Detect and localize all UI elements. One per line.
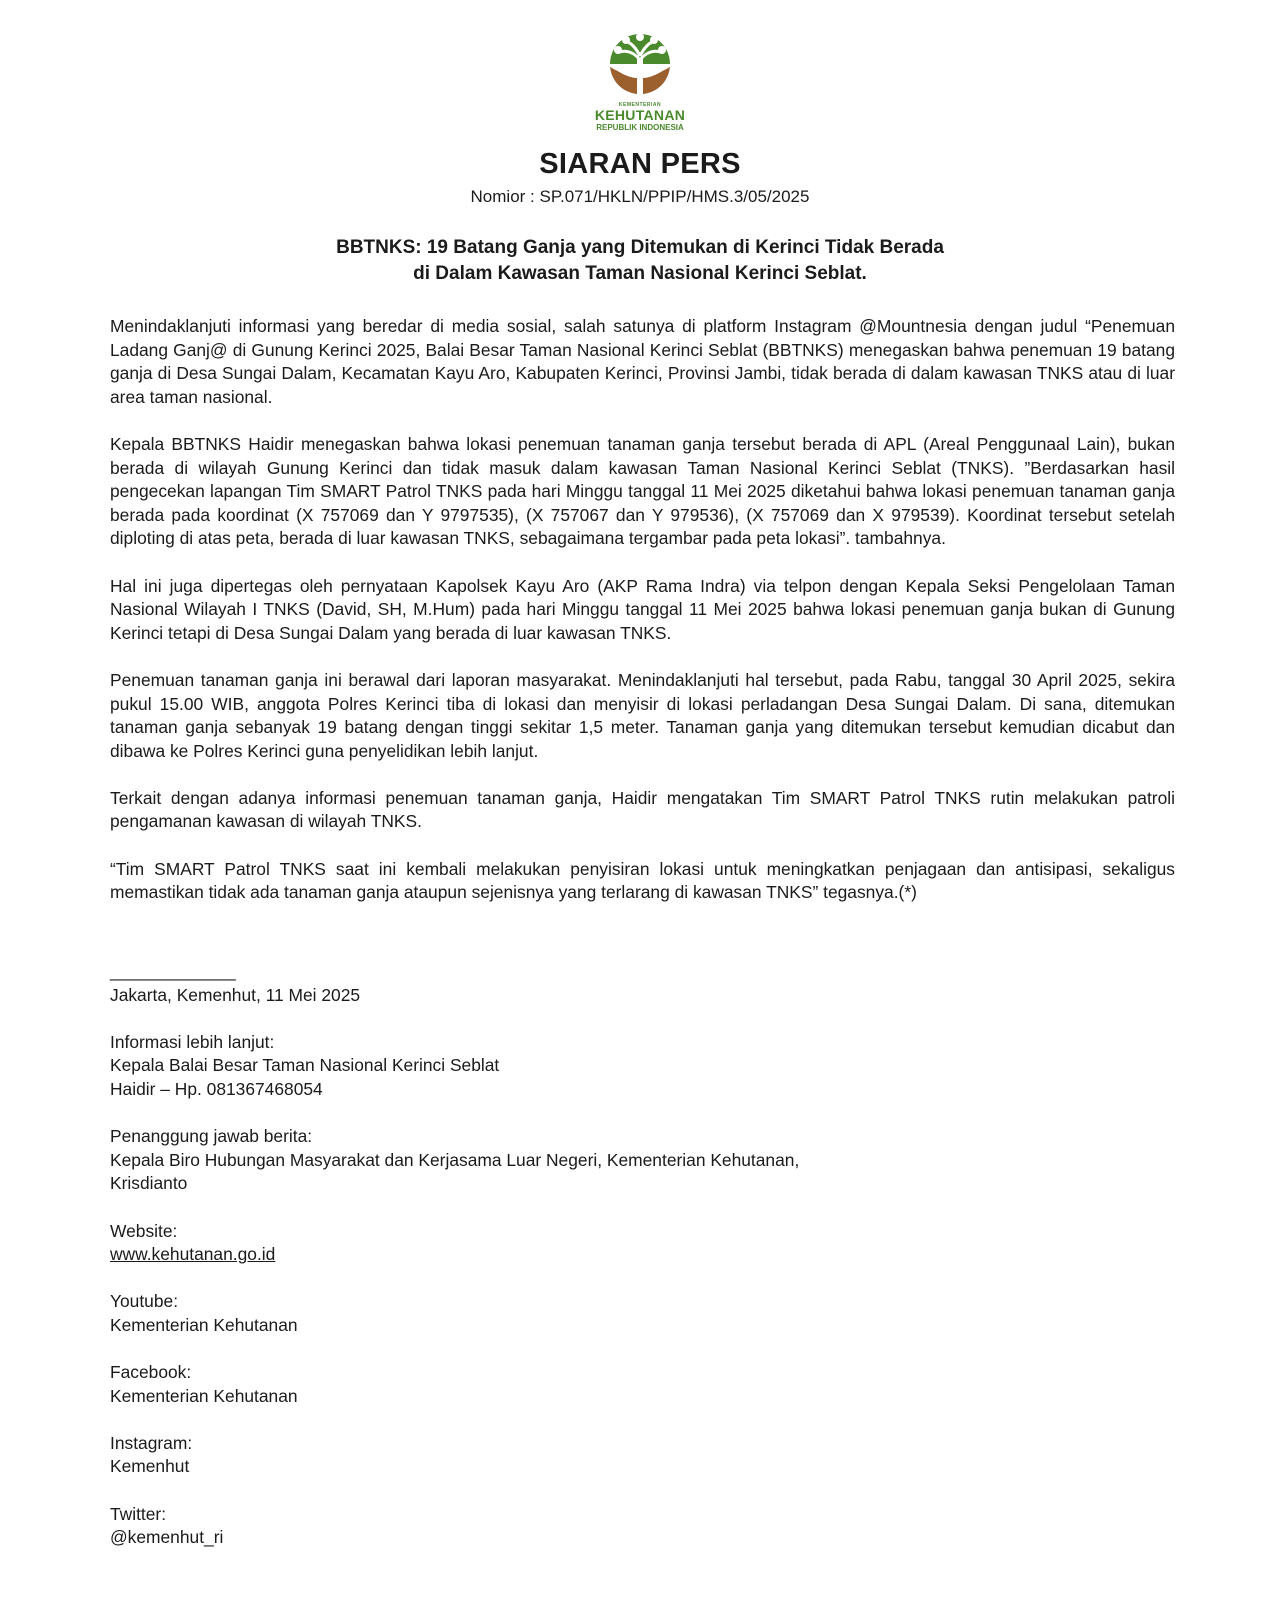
place-date: Jakarta, Kemenhut, 11 Mei 2025 [110, 984, 361, 1005]
responsible-label: Penanggung jawab berita: [110, 1126, 313, 1147]
instagram-value: Kemenhut [110, 1456, 190, 1477]
twitter-value: @kemenhut_ri [110, 1527, 224, 1548]
headline [200, 235, 1080, 287]
article-body [110, 315, 1175, 928]
youtube-label: Youtube: [110, 1291, 179, 1312]
headline-line-1: BBTNKS: 19 Batang Ganja yang Ditemukan di Kerinci Tidak Berada [336, 237, 944, 258]
ministry-logo [580, 28, 700, 138]
logo-small-text: KEMENTERIAN [618, 102, 662, 108]
responsible-line: Krisdianto [110, 1173, 188, 1194]
website-link[interactable]: www.kehutanan.go.id [110, 1244, 276, 1265]
logo-sub-text: REPUBLIK INDONESIA [596, 123, 684, 132]
info-line: Kepala Balai Besar Taman Nasional Kerinci Seblat [110, 1055, 500, 1076]
contact-info-block [110, 1031, 1175, 1102]
paragraph: Terkait dengan adanya informasi penemuan tanaman ganja, Haidir mengatakan Tim SMART Patrol TNKS rutin melakukan patroli pengamanan kawasan di wilayah TNKS. [110, 787, 1175, 832]
instagram-label: Instagram: [110, 1432, 193, 1453]
responsible-line: Kepala Biro Hubungan Masyarakat dan Kerjasama Luar Negeri, Kementerian Kehutanan, [110, 1149, 800, 1170]
website-block [110, 1220, 1175, 1267]
dateline-block [110, 960, 1175, 1007]
footer [110, 960, 1175, 1573]
paragraph: Menindaklanjuti informasi yang beredar di media sosial, salah satunya di platform Instagram @Mountnesia dengan judul “Penemuan Ladang Ganj@ di Gunung Kerinci 2025, Balai Besar Taman Nasional Kerinci Seblat (BBTNKS) menegaskan bahwa penemuan 19 batang ganja di Desa Sungai Dalam, Kecamatan Kayu Aro, Kabupaten Kerinci, Provinsi Jambi, tidak berada di dalam kawasan TNKS atau di luar area taman nasional. [110, 316, 1175, 407]
youtube-value: Kementerian Kehutanan [110, 1314, 298, 1335]
info-label: Informasi lebih lanjut: [110, 1031, 275, 1052]
info-line: Haidir – Hp. 081367468054 [110, 1078, 323, 1099]
paragraph: Penemuan tanaman ganja ini berawal dari laporan masyarakat. Menindaklanjuti hal tersebut, pada Rabu, tanggal 30 April 2025, sekira pukul 15.00 WIB, anggota Polres Kerinci tiba di lokasi dan menyisir di lokasi perladangan Desa Sungai Dalam. Di sana, ditemukan tanaman ganja sebanyak 19 batang dengan tinggi sekitar 1,5 meter. Tanaman ganja yang ditemukan tersebut kemudian dicabut dan dibawa ke Polres Kerinci guna penyelidikan lebih lanjut. [110, 669, 1175, 761]
responsible-block [110, 1125, 1175, 1196]
facebook-value: Kementerian Kehutanan [110, 1385, 298, 1406]
separator: _____________ [110, 961, 236, 981]
headline-line-2: di Dalam Kawasan Taman Nasional Kerinci Seblat. [413, 263, 867, 284]
instagram-block [110, 1432, 1175, 1479]
facebook-block [110, 1361, 1175, 1408]
twitter-block [110, 1503, 1175, 1550]
twitter-label: Twitter: [110, 1503, 167, 1524]
tree-ministry-logo-icon [604, 28, 676, 100]
website-label: Website: [110, 1220, 178, 1241]
paragraph: Hal ini juga dipertegas oleh pernyataan Kapolsek Kayu Aro (AKP Rama Indra) via telpon dengan Kepala Seksi Pengelolaan Taman Nasional Wilayah I TNKS (David, SH, M.Hum) pada hari Minggu tanggal 11 Mei 2025 bahwa lokasi penemuan ganja bukan di Gunung Kerinci tetapi di Desa Sungai Dalam yang berada di luar kawasan TNKS. [110, 575, 1175, 643]
paragraph: Kepala BBTNKS Haidir menegaskan bahwa lokasi penemuan tanaman ganja tersebut berada di APL (Areal Penggunaal Lain), bukan berada di wilayah Gunung Kerinci dan tidak masuk dalam kawasan Taman Nasional Kerinci Seblat (TNKS). ”Berdasarkan hasil pengecekan lapangan Tim SMART Patrol TNKS pada hari Minggu tanggal 11 Mei 2025 diketahui bahwa lokasi penemuan tanaman ganja berada pada koordinat (X 757069 dan Y 9797535), (X 757067 dan Y 979536), (X 757069 dan X 979539). Koordinat tersebut setelah diploting di atas peta, berada di luar kawasan TNKS, sebagaimana tergambar pada peta lokasi”. tambahnya. [110, 433, 1175, 549]
logo-main-text: KEHUTANAN [594, 107, 686, 123]
facebook-label: Facebook: [110, 1362, 192, 1383]
youtube-block [110, 1290, 1175, 1337]
paragraph: “Tim SMART Patrol TNKS saat ini kembali melakukan penyisiran lokasi untuk meningkatkan penjagaan dan antisipasi, sekaligus memastikan tidak ada tanaman ganja ataupun sejenisnya yang terlarang di kawasan TNKS” tegasnya.(*) [110, 858, 1175, 903]
page-title: SIARAN PERS [539, 148, 741, 180]
release-number: Nomior : SP.071/HKLN/PPIP/HMS.3/05/2025 [470, 187, 810, 206]
